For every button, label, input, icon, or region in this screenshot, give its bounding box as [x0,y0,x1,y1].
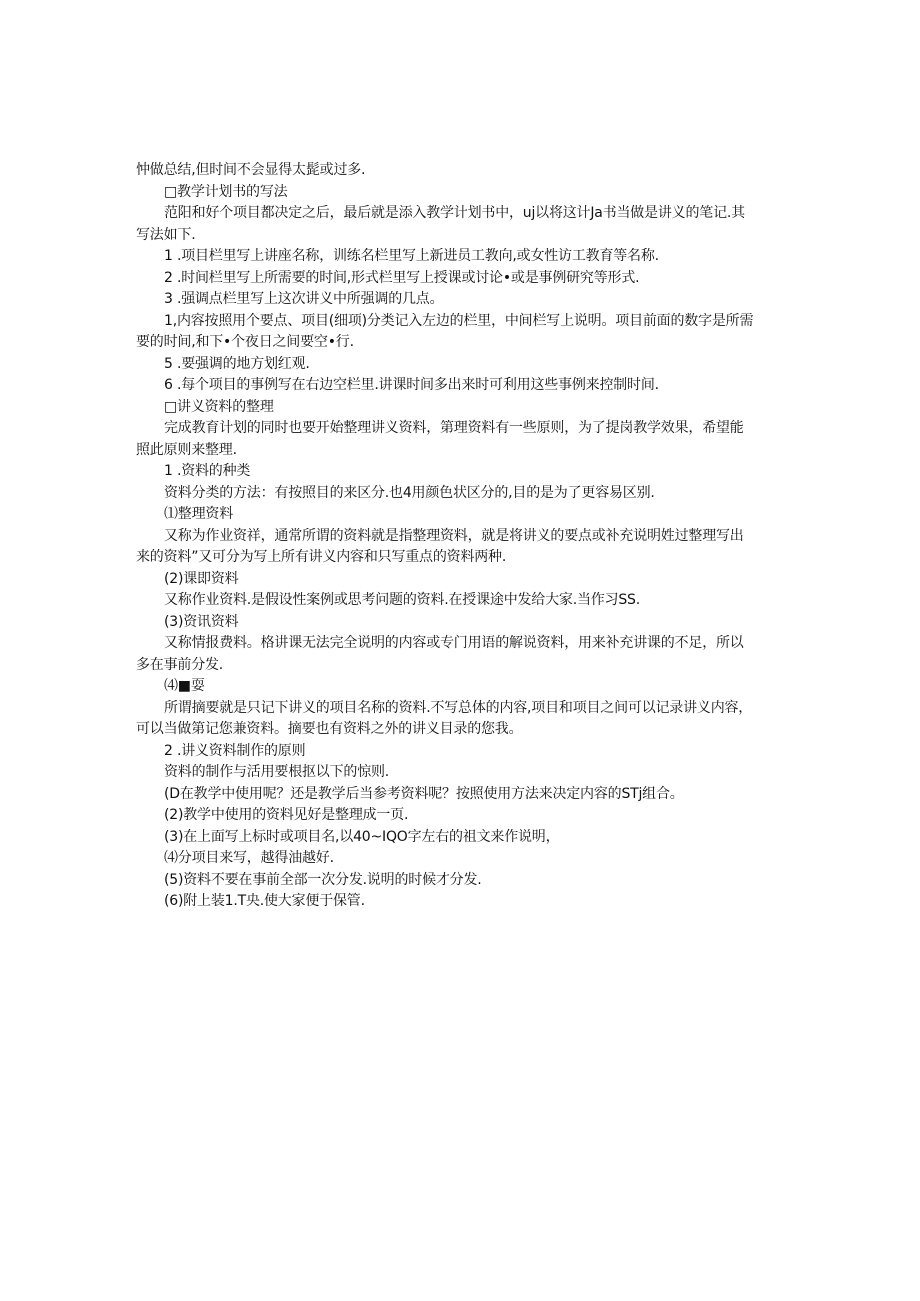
section-heading: □教学计划书的写法 [164,183,288,200]
list-item: (3)在上面写上标时或项目名,以40~IQO字左右的祖文来作说明， [164,828,560,845]
section-heading: □讲义资料的整理 [164,398,274,415]
list-item: 6 .每个项目的事例写在右边空栏里.讲课时间多出来时可利用这些事例来控制时间. [164,377,659,393]
list-item: (D在教学中使用呢？还是教学后当参考资料呢？按照使用方法来决定内容的STj组合。 [164,785,684,802]
paragraph-line: 完成教育计划的同时也要开始整理讲义资料，第理资料有一些原则，为了提岗教学效果，希望能 [164,420,744,436]
list-item: ⑷分项目来写，越得油越好. [164,850,334,866]
list-item: 1,内容按照用个要点、项目(细项)分类记入左边的栏里，中间栏写上说明。项目前面的数字是所需 [164,312,754,329]
list-item: 3 .强调点栏里写上这次讲义中所强调的几点。 [164,291,444,307]
paragraph-line: 又称情报费料。格讲课无法完全说明的内容或专门用语的解说资料，用来补充讲课的不足，所以 [164,635,744,651]
subsection-heading: 2 .讲义资料制作的原则 [164,742,306,759]
text-line: 忡做总结,但时间不会显得太髭或过多. [136,162,366,178]
subitem-heading: ⑷■耍 [164,678,205,694]
paragraph-line: 照此原则来整理. [136,441,237,458]
paragraph-line: 可以当做第记您兼资料。摘要也有资料之外的讲义目录的您我。 [136,721,523,737]
paragraph-line: 要的时间,和下•个夜日之间要空•行. [136,334,354,350]
paragraph-line: 又称为作业资祥，通常所谓的资料就是指整理资料，就是将讲义的要点或补充说明姓过整理写出 [164,527,744,544]
list-item: (6)附上装1.T央.使大家便于保管. [164,893,365,909]
paragraph-line: 范阳和好个项目都决定之后，最后就是添入教学计划书中，uj以将这计Ja书当做是讲义的笔记.其 [164,205,745,221]
list-item: (2)教学中使用的资料见好是整理成一页. [164,807,409,823]
paragraph-line: 多在事前分发. [136,656,224,673]
document-body [136,160,786,913]
paragraph-line: 资料分类的方法：有按照目的来区分.也4用颜色状区分的,目的是为了更容易区别. [164,484,655,501]
subitem-heading: (2)课即资料 [164,570,239,587]
paragraph-line: 资料的制作与活用要根抠以下的惊则. [164,764,390,780]
subitem-heading: (3)资讯资料 [164,613,239,630]
list-item: 1 .项目栏里写上讲座名称，训练名栏里写上新进员工教向,或女性访工教育等名称. [164,248,659,264]
paragraph-line: 所谓摘要就是只记下讲义的项目名称的资料.不写总体的内容,项目和项目之间可以记录讲义内容， [164,699,753,716]
list-item: (5)资料不要在事前全部一次分发.说明的时候才分发. [164,871,482,888]
subitem-heading: ⑴整理资料 [164,506,233,522]
paragraph-line: 又称作业资料.是假设性案例或思考问题的资料.在授课途中发给大家.当作习SS. [164,592,640,608]
list-item: 2 .时间栏里写上所需要的时间,形式栏里写上授课或讨论•或是事例研究等形式. [164,269,640,286]
list-item: 5 .要强调的地方划红观. [164,355,310,372]
paragraph-line: 写法如下. [136,226,196,243]
paragraph-line: 来的资料”又可分为写上所有讲义内容和只写重点的资料两种. [136,549,507,565]
subsection-heading: 1 .资料的种类 [164,463,251,479]
